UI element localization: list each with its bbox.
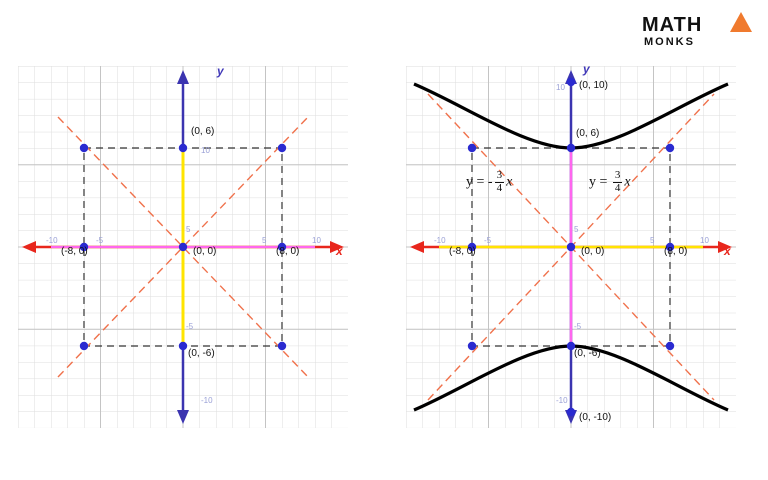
- point-label-neg8-0: (-8, 0): [61, 246, 88, 257]
- eq-neg-prefix: y = -: [466, 174, 493, 190]
- y-axis-label: y: [583, 66, 590, 76]
- panel-right: [406, 66, 736, 428]
- tick-x-neg5: -5: [484, 236, 492, 245]
- x-axis-label: x: [336, 244, 343, 258]
- triangle-icon: [730, 12, 752, 32]
- eq-neg-numerator: 3: [496, 169, 503, 181]
- eq-pos-prefix: y =: [589, 174, 611, 190]
- point-label-0-6: (0, 6): [576, 128, 600, 139]
- eq-neg-suffix: x: [506, 174, 513, 190]
- tick-x-5: 5: [262, 236, 267, 245]
- x-axis-label: x: [724, 244, 731, 258]
- tick-x-neg10: -10: [46, 236, 58, 245]
- brand-logo: [642, 12, 752, 54]
- point-label-8-0: (8, 0): [664, 246, 688, 257]
- point-label-0-neg6: (0, -6): [574, 348, 601, 359]
- point-label-0-10: (0, 10): [579, 80, 608, 91]
- tick-y-10: 10: [556, 83, 565, 92]
- brand-title: MATH: [642, 14, 703, 36]
- eq-neg-denominator: 4: [496, 181, 503, 194]
- panel-left: [18, 66, 348, 428]
- tick-y-5: 5: [186, 225, 191, 234]
- point-label-0-neg10: (0, -10): [579, 412, 612, 423]
- point-label-0-6: (0, 6): [191, 126, 215, 137]
- tick-x-neg10: -10: [434, 236, 446, 245]
- point-label-8-0: (8, 0): [276, 246, 300, 257]
- eq-pos-numerator: 3: [614, 169, 621, 181]
- tick-y-neg5: -5: [574, 322, 582, 331]
- tick-x-5: 5: [650, 236, 655, 245]
- tick-x-10: 10: [700, 236, 709, 245]
- point-label-origin: (0, 0): [581, 246, 605, 257]
- tick-y-5: 5: [574, 225, 579, 234]
- tick-y-neg10: -10: [201, 396, 213, 405]
- tick-y-neg5: -5: [186, 322, 194, 331]
- brand-subtitle: MONKS: [644, 36, 695, 48]
- point-label-origin: (0, 0): [193, 246, 217, 257]
- point-label-0-neg6: (0, -6): [188, 348, 215, 359]
- equation-positive-slope: [589, 170, 631, 194]
- tick-x-neg5: -5: [96, 236, 104, 245]
- tick-y-neg10: -10: [556, 396, 568, 405]
- eq-pos-denominator: 4: [614, 181, 621, 194]
- point-label-neg8-0: (-8, 0): [449, 246, 476, 257]
- equation-negative-slope: [466, 170, 512, 194]
- tick-y-10: 10: [201, 146, 210, 155]
- y-axis-label: y: [217, 66, 224, 78]
- eq-pos-suffix: x: [624, 174, 631, 190]
- tick-x-10: 10: [312, 236, 321, 245]
